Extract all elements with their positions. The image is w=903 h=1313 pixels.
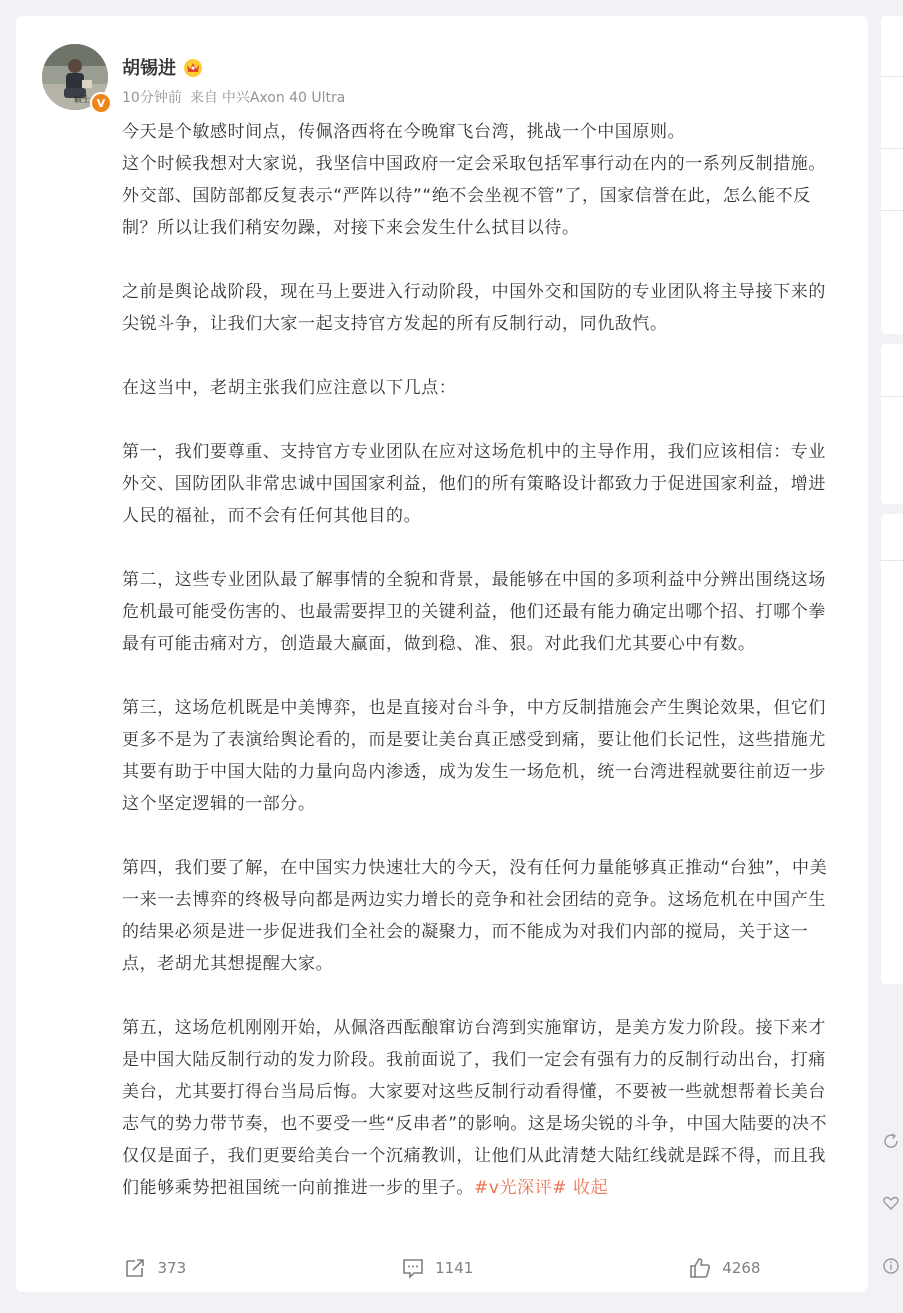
action-bar <box>16 1246 868 1290</box>
heart-icon[interactable] <box>882 1194 900 1212</box>
source-prefix: 来自 <box>189 90 218 106</box>
repost-button[interactable] <box>123 1256 186 1280</box>
right-sidebar <box>881 16 903 1292</box>
like-count: 4268 <box>722 1259 761 1277</box>
paragraph: 第一，我们要尊重、支持官方专业团队在应对这场危机中的主导作用，我们应该相信：专业外交、国防团队非常忠诚中国国家利益，他们的所有策略设计都致力于促进国家利益，增进人民的福祉，而不会有任何其他目的。 <box>122 442 826 526</box>
author-row <box>122 54 204 80</box>
sidebar-panel <box>881 514 903 984</box>
post-time[interactable]: 10分钟前 <box>122 90 182 106</box>
paragraph: 今天是个敏感时间点，传佩洛西将在今晚窜飞台湾，挑战一个中国原则。 <box>122 122 686 142</box>
crown-icon[interactable] <box>182 56 204 78</box>
hashtag-link[interactable]: #v光深评# <box>474 1178 568 1198</box>
sidebar-panel <box>881 16 903 334</box>
paragraph: 在这当中，老胡主张我们应注意以下几点： <box>122 378 457 398</box>
paragraph: 第四，我们要了解，在中国实力快速壮大的今天，没有任何力量能够真正推动“台独”，中美一来一去博弈的终极导向都是两边实力增长的竞争和社会团结的竞争。这场危机在中国产生的结果必须是进一步促进我们全社会的凝聚力，而不能成为对我们内部的搅局，关于这一点，老胡尤其想提醒大家。 <box>122 858 828 974</box>
post-content <box>122 116 838 1204</box>
comment-button[interactable] <box>401 1256 473 1280</box>
comment-icon <box>401 1256 425 1280</box>
refresh-icon[interactable] <box>882 1132 900 1150</box>
post-meta <box>122 87 345 107</box>
like-icon <box>688 1256 712 1280</box>
repost-count: 373 <box>157 1259 187 1277</box>
paragraph-last <box>122 1012 838 1204</box>
verified-badge: V <box>90 92 112 114</box>
device-source: 中兴Axon 40 Ultra <box>221 90 346 106</box>
collapse-link[interactable]: 收起 <box>573 1178 609 1198</box>
paragraph: 第三，这场危机既是中美博弈，也是直接对台斗争，中方反制措施会产生舆论效果，但它们更多不是为了表演给舆论看的，而是要让美台真正感受到痛，要让他们长记性，这些措施尤其要有助于中国大陆的力量向岛内渗透，成为发生一场危机，统一台湾进程就要往前迈一步这个坚定逻辑的一部分。 <box>122 698 826 814</box>
avatar-caption: 硕士 <box>74 95 90 104</box>
paragraph: 第二，这些专业团队最了解事情的全貌和背景，最能够在中国的多项利益中分辨出围绕这场危机最可能受伤害的、也最需要捍卫的关键利益，他们还最有能力确定出哪个招、打哪个拳最有可能击痛对方，创造最大赢面，做到稳、准、狠。对此我们尤其要心中有数。 <box>122 570 826 654</box>
comment-count: 1141 <box>435 1259 474 1277</box>
sidebar-panel <box>881 344 903 504</box>
paragraph: 这个时候我想对大家说，我坚信中国政府一定会采取包括军事行动在内的一系列反制措施。外交部、国防部都反复表示“严阵以待”“绝不会坐视不管”了，国家信誉在此，怎么能不反制？所以让我们稍安勿躁，对接下来会发生什么拭目以待。 <box>122 154 826 238</box>
paragraph: 之前是舆论战阶段，现在马上要进入行动阶段，中国外交和国防的专业团队将主导接下来的尖锐斗争，让我们大家一起支持官方发起的所有反制行动，同仇敌忾。 <box>122 282 826 334</box>
like-button[interactable] <box>688 1256 760 1280</box>
repost-icon <box>123 1256 147 1280</box>
info-icon[interactable] <box>882 1257 900 1275</box>
paragraph: 第五，这场危机刚刚开始，从佩洛西酝酿窜访台湾到实施窜访，是美方发力阶段。接下来才是中国大陆反制行动的发力阶段。我前面说了，我们一定会有强有力的反制行动出台，打痛美台，尤其要打得台当局后悔。大家要对这些反制行动看得懂，不要被一些就想帮着长美台志气的势力带节奏，也不要受一些“反串者”的影响。这是场尖锐的斗争，中国大陆要的决不仅仅是面子，我们更要给美台一个沉痛教训，让他们从此清楚大陆红线就是踩不得，而且我们能够乘势把祖国统一向前推进一步的里子。 <box>122 1018 828 1198</box>
weibo-post-card <box>16 16 868 1292</box>
author-name[interactable]: 胡锡进 <box>122 58 176 79</box>
